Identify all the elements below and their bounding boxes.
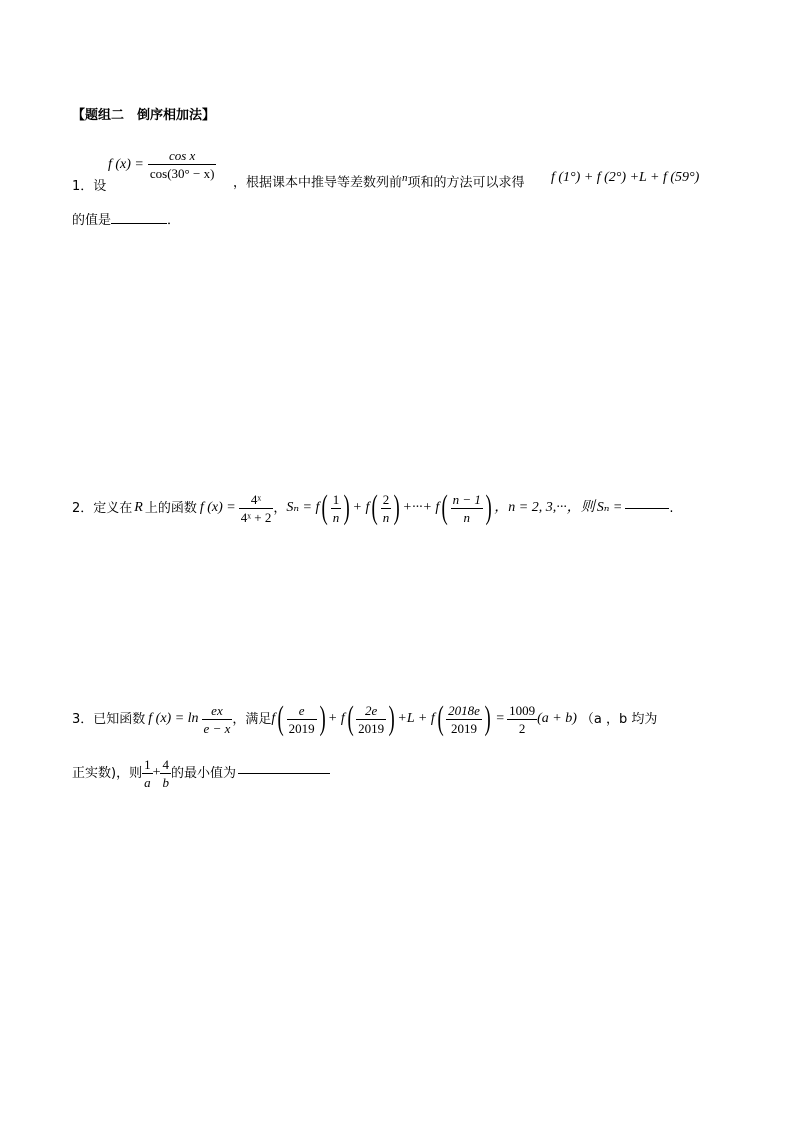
- q1-answer-blank[interactable]: [111, 223, 167, 224]
- q3-line2: 正实数)，则 $\frac{1}{a}$ + $\frac{4}{b}$ 的最小值为: [72, 755, 330, 791]
- q2-text1: 上的函数: [144, 500, 197, 516]
- q2-answer-blank[interactable]: [625, 508, 669, 509]
- q1-den: cos(30° − x): [149, 166, 215, 181]
- q3-line2b: 的最小值为: [170, 765, 236, 781]
- q3-line2a: 正实数)，则: [72, 765, 143, 781]
- q3-term1: $\frac{e}{2019}$: [288, 702, 315, 736]
- q1-num: cos x: [168, 148, 196, 163]
- q3-fx: f (x) = ln: [148, 711, 199, 726]
- q3-text2: （a ，b 均为: [580, 711, 658, 727]
- q3-frac-1a: $\frac{1}{a}$: [144, 756, 151, 790]
- q2-term1: $\frac{1}{n}$: [332, 491, 340, 525]
- q3-term2: $\frac{2e}{2019}$: [358, 702, 385, 736]
- q2-fx: f (x) =: [199, 500, 236, 515]
- q2-condition: ，n = 2, 3,···，则: [494, 500, 595, 515]
- q2-Sn: Sₙ = f: [286, 500, 320, 515]
- q3-rhs: (a + b): [537, 711, 577, 726]
- q3-frac-4b: $\frac{4}{b}$: [162, 756, 169, 790]
- q2-term3: $\frac{n - 1}{n}$: [452, 491, 481, 525]
- q3-number: 3．已知函数: [72, 711, 146, 727]
- section-heading: 【题组二 倒序相加法】: [72, 108, 216, 123]
- q2-term2: $\frac{2}{n}$: [382, 491, 390, 525]
- q1-number: 1．设: [72, 179, 107, 194]
- q2-f-fraction: $\frac{\text{4ˣ}}{\text{4ˣ + 2}}$: [240, 491, 272, 525]
- q1-fraction: [148, 149, 217, 180]
- q3-text1: ，满足: [232, 711, 272, 727]
- q1-sum-expression: f (1°) + f (2°) +L + f (59°): [551, 170, 700, 185]
- q2-line: 2．定义在 R 上的函数 f (x) = $\frac{\text{4ˣ}}{\text{4ˣ + 2}}$ ， Sₙ = f ( $\frac{1}{n}$ ) + f ( $\frac{2}{n}$ ) +···+ f ( $\frac{n - 1}{n}$ ) ，n = 2, 3,···，则 Sₙ = .: [72, 489, 674, 526]
- q3-rhs-fraction: $\frac{1009}{2}$: [509, 702, 536, 736]
- q3-ln-fraction: $\frac{ex}{e - x}$: [203, 702, 231, 736]
- q1-lhs: f (x) =: [108, 156, 144, 172]
- q2-number: 2．定义在: [72, 500, 133, 516]
- q3-term3: $\frac{2018e}{2019}$: [448, 702, 480, 736]
- q1-text1: ，根据课本中推导等差数列前$^n$项和的方法可以求得: [233, 172, 525, 191]
- q2-R: R: [134, 500, 143, 515]
- q1-function: [108, 149, 216, 180]
- q1-line2: 的值是 ．: [72, 213, 181, 228]
- q3-line1: 3．已知函数 f (x) = ln $\frac{ex}{e - x}$ ，满足 f ( $\frac{e}{2019}$ ) + f ( $\frac{2e}{2019}$ ) +L + f ( $\frac{2018e}{2019}$ ) = $\frac{1009}{2}$ (a + b) （a ，b 均为: [72, 700, 658, 737]
- q3-answer-blank[interactable]: [238, 773, 330, 774]
